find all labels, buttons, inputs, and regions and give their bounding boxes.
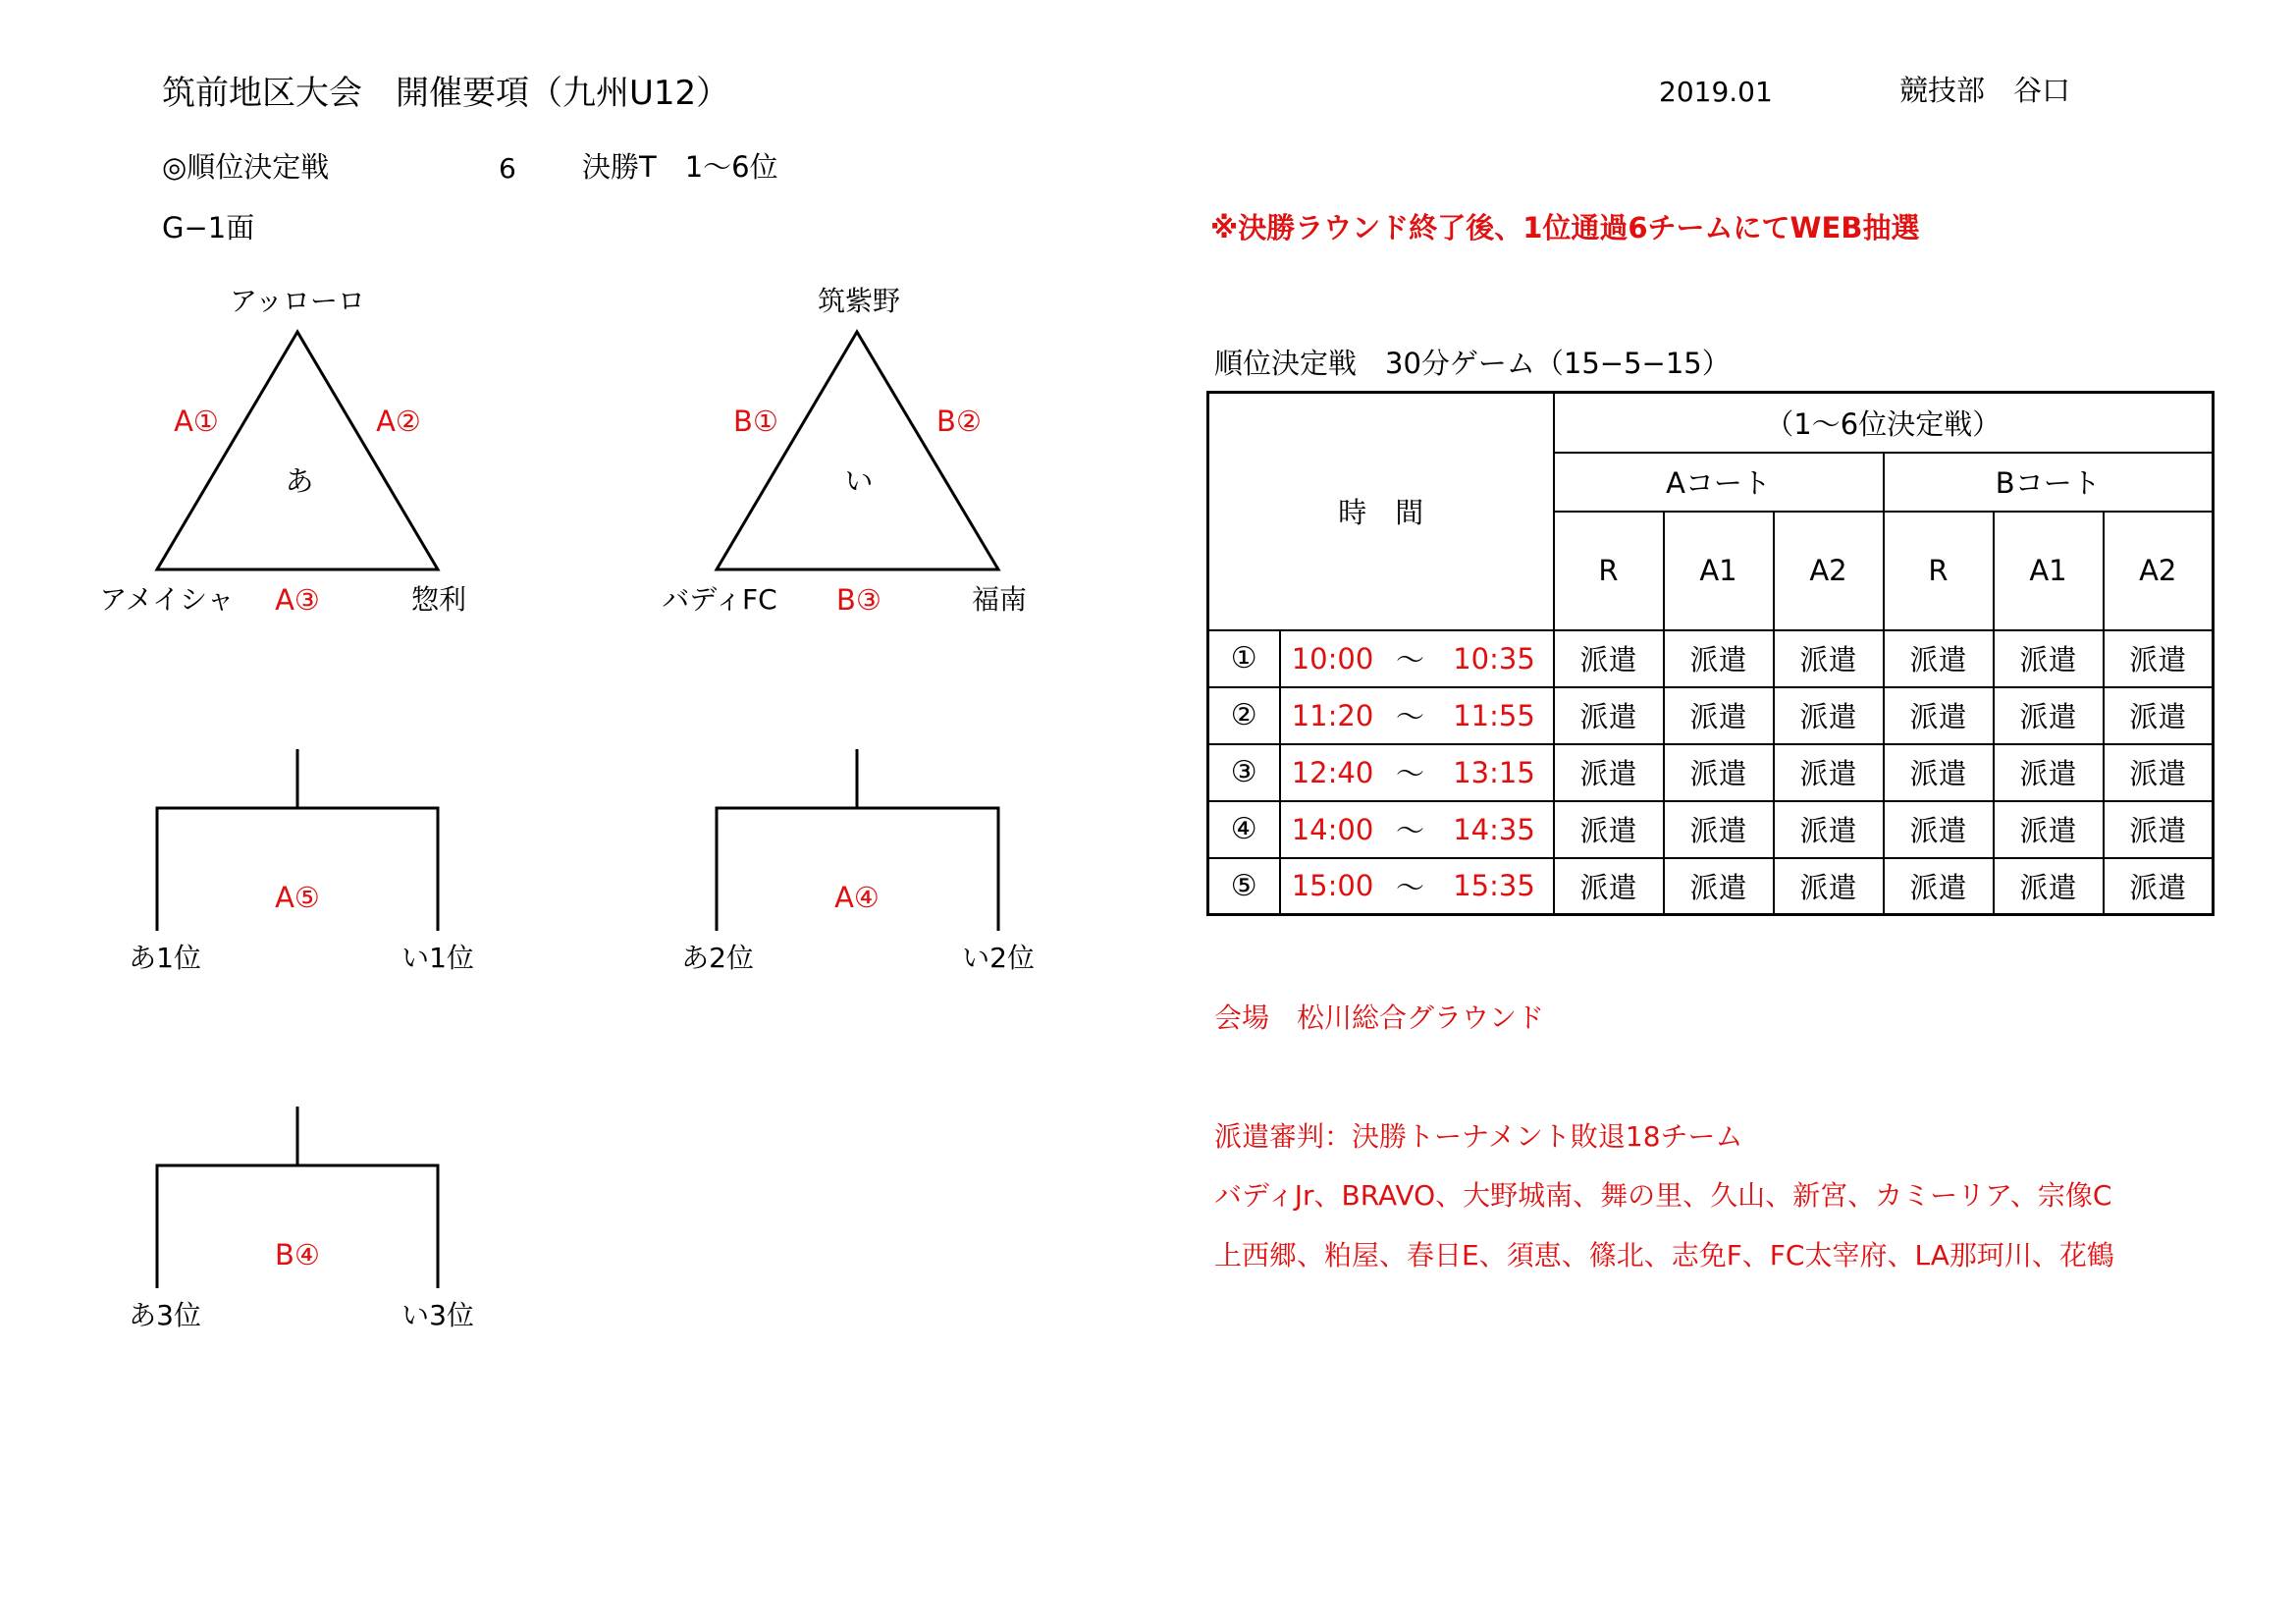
end-time: 14:35	[1436, 801, 1554, 858]
assignment-cell: 派遣	[2104, 801, 2214, 858]
group-b-right-team: 福南	[971, 583, 1028, 616]
assignment-cell: 派遣	[1554, 630, 1664, 687]
section-description: 決勝T 1〜6位	[582, 150, 778, 184]
assignment-cell: 派遣	[2104, 858, 2214, 915]
rank-range-header: （1〜6位決定戦）	[1554, 393, 2214, 453]
role-header: A1	[1994, 512, 2104, 630]
schedule-title: 順位決定戦 30分ゲーム（15−5−15）	[1214, 347, 1731, 380]
assignment-cell: 派遣	[1994, 858, 2104, 915]
match-a4-label: A④	[834, 881, 880, 914]
time-separator: 〜	[1385, 744, 1436, 801]
assignment-cell: 派遣	[1774, 630, 1884, 687]
slot-number: ⑤	[1208, 858, 1280, 915]
assignment-cell: 派遣	[1884, 687, 1994, 744]
bracket-a4-left: あ2位	[681, 942, 754, 974]
time-separator: 〜	[1385, 687, 1436, 744]
time-separator: 〜	[1385, 630, 1436, 687]
start-time: 14:00	[1280, 801, 1385, 858]
group-a-triangle	[157, 332, 438, 569]
match-b3-label: B③	[836, 583, 881, 617]
table-row	[1208, 744, 2214, 801]
slot-number: ②	[1208, 687, 1280, 744]
match-b1-label: B①	[733, 405, 778, 438]
field-label: G−1面	[162, 211, 255, 244]
table-row	[1208, 801, 2214, 858]
match-a1-label: A①	[174, 405, 219, 438]
group-b-triangle	[717, 332, 998, 569]
bracket-a5-right: い1位	[401, 942, 474, 974]
referee-heading: 派遣審判：決勝トーナメント敗退18チーム	[1214, 1120, 1743, 1153]
role-header: A2	[1774, 512, 1884, 630]
end-time: 10:35	[1436, 630, 1554, 687]
schedule-table	[1206, 391, 2215, 916]
assignment-cell: 派遣	[1664, 801, 1774, 858]
assignment-cell: 派遣	[1664, 630, 1774, 687]
role-header: R	[1554, 512, 1664, 630]
group-a-left-team: アメイシャ	[99, 583, 235, 616]
assignment-cell: 派遣	[1664, 744, 1774, 801]
document-author: 競技部 谷口	[1899, 74, 2071, 107]
end-time: 11:55	[1436, 687, 1554, 744]
time-separator: 〜	[1385, 858, 1436, 915]
start-time: 10:00	[1280, 630, 1385, 687]
assignment-cell: 派遣	[1554, 801, 1664, 858]
assignment-cell: 派遣	[1884, 744, 1994, 801]
assignment-cell: 派遣	[2104, 744, 2214, 801]
court-b-header: Bコート	[1884, 453, 2214, 512]
assignment-cell: 派遣	[1884, 630, 1994, 687]
section-count: 6	[499, 152, 516, 185]
start-time: 15:00	[1280, 858, 1385, 915]
assignment-cell: 派遣	[2104, 687, 2214, 744]
document-date: 2019.01	[1659, 76, 1773, 108]
group-a-top-team: アッローロ	[229, 285, 366, 317]
match-b4-label: B④	[275, 1238, 320, 1271]
match-a3-label: A③	[275, 583, 320, 617]
assignment-cell: 派遣	[1994, 687, 2104, 744]
assignment-cell: 派遣	[1994, 801, 2104, 858]
assignment-cell: 派遣	[1774, 744, 1884, 801]
table-row	[1208, 858, 2214, 915]
match-b2-label: B②	[936, 405, 982, 438]
bracket-b4-left: あ3位	[129, 1299, 201, 1331]
slot-number: ①	[1208, 630, 1280, 687]
end-time: 13:15	[1436, 744, 1554, 801]
assignment-cell: 派遣	[1664, 858, 1774, 915]
time-separator: 〜	[1385, 801, 1436, 858]
bracket-a5-left: あ1位	[129, 942, 201, 974]
group-b-top-team: 筑紫野	[817, 285, 901, 317]
end-time: 15:35	[1436, 858, 1554, 915]
group-b-left-team: バディFC	[662, 583, 777, 616]
group-a-right-team: 惣利	[410, 583, 467, 616]
section-label: ◎順位決定戦	[162, 150, 330, 184]
assignment-cell: 派遣	[1774, 858, 1884, 915]
match-a5-label: A⑤	[275, 881, 320, 914]
court-a-header: Aコート	[1554, 453, 1884, 512]
venue-label: 会場 松川総合グラウンド	[1214, 1001, 1545, 1034]
assignment-cell: 派遣	[1884, 801, 1994, 858]
group-b-name: い	[844, 464, 874, 498]
assignment-cell: 派遣	[1884, 858, 1994, 915]
bracket-a4-right: い2位	[962, 942, 1035, 974]
assignment-cell: 派遣	[1554, 687, 1664, 744]
assignment-cell: 派遣	[1774, 687, 1884, 744]
assignment-cell: 派遣	[1554, 744, 1664, 801]
slot-number: ③	[1208, 744, 1280, 801]
start-time: 12:40	[1280, 744, 1385, 801]
referee-teams-line-2: 上西郷、粕屋、春日E、須恵、篠北、志免F、FC太宰府、LA那珂川、花鶴	[1214, 1239, 2114, 1271]
table-row	[1208, 687, 2214, 744]
page-title: 筑前地区大会 開催要項（九州U12）	[162, 74, 730, 113]
table-row	[1208, 630, 2214, 687]
slot-number: ④	[1208, 801, 1280, 858]
role-header: A2	[2104, 512, 2214, 630]
role-header: A1	[1664, 512, 1774, 630]
referee-teams-line-1: バディJr、BRAVO、大野城南、舞の里、久山、新宮、カミーリア、宗像C	[1214, 1179, 2112, 1212]
assignment-cell: 派遣	[1664, 687, 1774, 744]
lottery-notice: ※決勝ラウンド終了後、1位通過6チームにてWEB抽選	[1210, 211, 1920, 244]
assignment-cell: 派遣	[1774, 801, 1884, 858]
role-header: R	[1884, 512, 1994, 630]
assignment-cell: 派遣	[2104, 630, 2214, 687]
assignment-cell: 派遣	[1554, 858, 1664, 915]
group-a-name: あ	[285, 464, 314, 498]
bracket-b4-right: い3位	[401, 1299, 474, 1331]
assignment-cell: 派遣	[1994, 630, 2104, 687]
match-a2-label: A②	[376, 405, 421, 438]
assignment-cell: 派遣	[1994, 744, 2104, 801]
start-time: 11:20	[1280, 687, 1385, 744]
time-header: 時 間	[1208, 393, 1554, 630]
